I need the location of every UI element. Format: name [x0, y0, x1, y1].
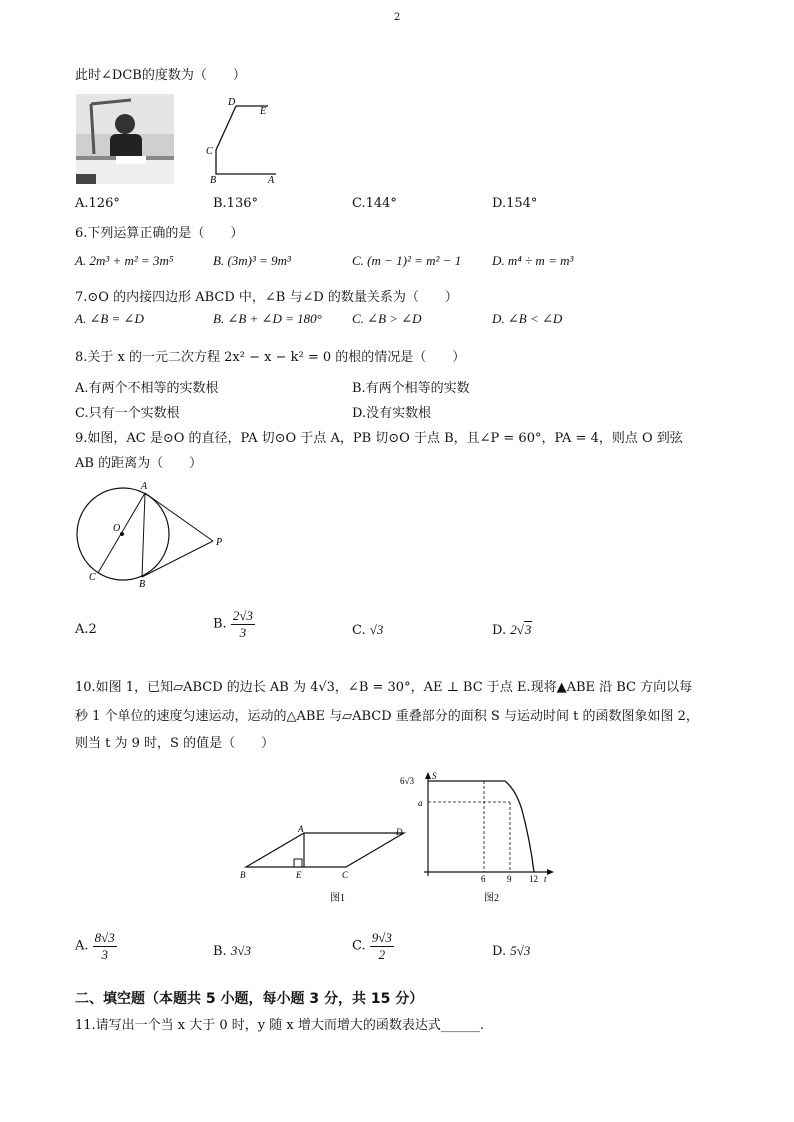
- q7-option-d[interactable]: D. ∠B < ∠D: [492, 311, 563, 326]
- q9-option-b-denominator: 3: [239, 624, 247, 640]
- q8-option-c[interactable]: C.只有一个实数根: [75, 406, 180, 421]
- figure-1-parallelogram: [236, 822, 416, 906]
- label-C: C: [89, 572, 96, 583]
- q10-option-d-value: 5√3: [510, 943, 531, 958]
- q10-option-c[interactable]: [352, 930, 394, 962]
- q6-option-a[interactable]: A. 2m³ + m² = 3m⁵: [75, 253, 174, 268]
- student-desk-photo: [76, 94, 174, 184]
- q9-stem-line1: 9.如图，AC 是⊙O 的直径，PA 切⊙O 于点 A，PB 切⊙O 于点 B，且∠P = 60°，PA = 4，则点 O 到弦: [75, 431, 683, 446]
- q10-option-d[interactable]: [492, 943, 530, 959]
- q10-option-a-fraction: [93, 930, 117, 962]
- q9-option-d-label: D.: [492, 623, 507, 638]
- lamp-angle-figure: [198, 92, 288, 184]
- q5-stem-tail: 此时∠DCB的度数为（ ）: [75, 68, 246, 83]
- label-C: C: [206, 146, 213, 157]
- q5-option-d[interactable]: D.154°: [492, 196, 538, 211]
- q10-option-c-numerator: 9√3: [371, 930, 392, 945]
- label-B: B: [240, 870, 246, 880]
- q9-option-a-text: A.2: [75, 622, 97, 637]
- q10-option-c-fraction: [370, 930, 394, 962]
- q9-option-b-numerator: 2√3: [232, 608, 253, 623]
- label-A: A: [141, 481, 148, 492]
- q7-option-b[interactable]: B. ∠B + ∠D = 180°: [213, 311, 322, 326]
- q10-option-a-numerator: 8√3: [94, 930, 115, 945]
- q7-stem: 7.⊙O 的内接四边形 ABCD 中，∠B 与∠D 的数量关系为（ ）: [75, 290, 458, 305]
- x-tick-9: 9: [507, 874, 512, 884]
- q10-option-d-label: D.: [492, 944, 507, 959]
- figure-2-function-graph: [398, 770, 558, 906]
- axis-label-S: S: [432, 771, 437, 781]
- x-tick-6: 6: [481, 874, 486, 884]
- label-A: A: [298, 824, 304, 834]
- label-B: B: [210, 175, 217, 184]
- label-D: D: [228, 97, 236, 108]
- q6-stem: 6.下列运算正确的是（ ）: [75, 226, 244, 241]
- label-A: A: [268, 175, 275, 184]
- q7-option-a[interactable]: A. ∠B = ∠D: [75, 311, 144, 326]
- q6-option-b[interactable]: B. (3m)³ = 9m³: [213, 253, 291, 268]
- q10-option-a-label: A.: [75, 938, 89, 954]
- q9-option-b-fraction: [231, 608, 255, 640]
- figure-1-caption: 图1: [330, 893, 345, 904]
- q5-option-b[interactable]: B.136°: [213, 196, 258, 211]
- label-E: E: [296, 870, 302, 880]
- q9-option-c-label: C.: [352, 623, 366, 638]
- y-tick-a: a: [418, 798, 423, 808]
- q6-option-d[interactable]: D. m⁴ ÷ m = m³: [492, 253, 574, 268]
- q10-option-a[interactable]: [75, 930, 117, 962]
- q10-option-b-label: B.: [213, 944, 227, 959]
- label-O: O: [113, 523, 121, 534]
- q10-stem-line3: 则当 t 为 9 时，S 的值是（ ）: [75, 736, 275, 751]
- q10-option-c-label: C.: [352, 938, 366, 954]
- section-2-heading: 二、填空题（本题共 5 小题，每小题 3 分，共 15 分）: [75, 991, 424, 1007]
- q9-stem-line2: AB 的距离为（ ）: [75, 456, 203, 471]
- q9-option-a[interactable]: [75, 622, 97, 637]
- q10-stem-line2: 秒 1 个单位的速度匀速运动，运动的△ABE 与▱ABCD 重叠部分的面积 S 与运动时间 t 的函数图象如图 2，: [75, 709, 699, 724]
- q8-option-a[interactable]: A.有两个不相等的实数根: [75, 381, 219, 396]
- q9-option-d-radicand: 3: [524, 622, 532, 637]
- label-C: C: [342, 870, 349, 880]
- q5-option-a[interactable]: A.126°: [75, 196, 120, 211]
- q10-option-c-denominator: 2: [378, 946, 386, 962]
- label-E: E: [260, 106, 267, 117]
- q9-option-c[interactable]: [352, 622, 383, 638]
- label-P: P: [216, 537, 223, 548]
- q10-option-b-value: 3√3: [230, 943, 251, 958]
- x-tick-12: 12: [529, 874, 538, 884]
- figure-2-caption: 图2: [484, 893, 499, 904]
- q10-option-b[interactable]: [213, 943, 251, 959]
- q10-stem-line1: 10.如图 1，已知▱ABCD 的边长 AB 为 4√3，∠B = 30°，AE ⊥ BC 于点 E.现将▲ABE 沿 BC 方向以每: [75, 680, 693, 695]
- q7-option-c[interactable]: C. ∠B > ∠D: [352, 311, 422, 326]
- label-D: D: [396, 827, 403, 837]
- q5-option-c[interactable]: C.144°: [352, 196, 397, 211]
- q9-option-b[interactable]: [213, 608, 255, 640]
- q8-option-d[interactable]: D.没有实数根: [352, 406, 432, 421]
- q6-option-c[interactable]: C. (m − 1)² = m² − 1: [352, 253, 462, 268]
- label-B: B: [139, 579, 146, 590]
- q8-option-b[interactable]: B.有两个相等的实数: [352, 381, 470, 396]
- q9-option-c-value: √3: [369, 622, 384, 637]
- q9-option-b-label: B.: [213, 616, 227, 632]
- y-tick-6sqrt3: 6√3: [400, 776, 414, 786]
- q11-text: 11.请写出一个当 x 大于 0 时，y 随 x 增大而增大的函数表达式______.: [75, 1018, 485, 1033]
- q9-option-d-coef: 2: [510, 622, 517, 637]
- q10-option-a-denominator: 3: [101, 946, 108, 962]
- q8-stem: 8.关于 x 的一元二次方程 2x² − x − k² = 0 的根的情况是（ ）: [75, 350, 466, 365]
- q9-option-d[interactable]: D. 2√3: [492, 622, 532, 638]
- circle-tangent-figure: [75, 476, 235, 591]
- page-number: 2: [394, 12, 401, 23]
- axis-label-t: t: [544, 874, 547, 884]
